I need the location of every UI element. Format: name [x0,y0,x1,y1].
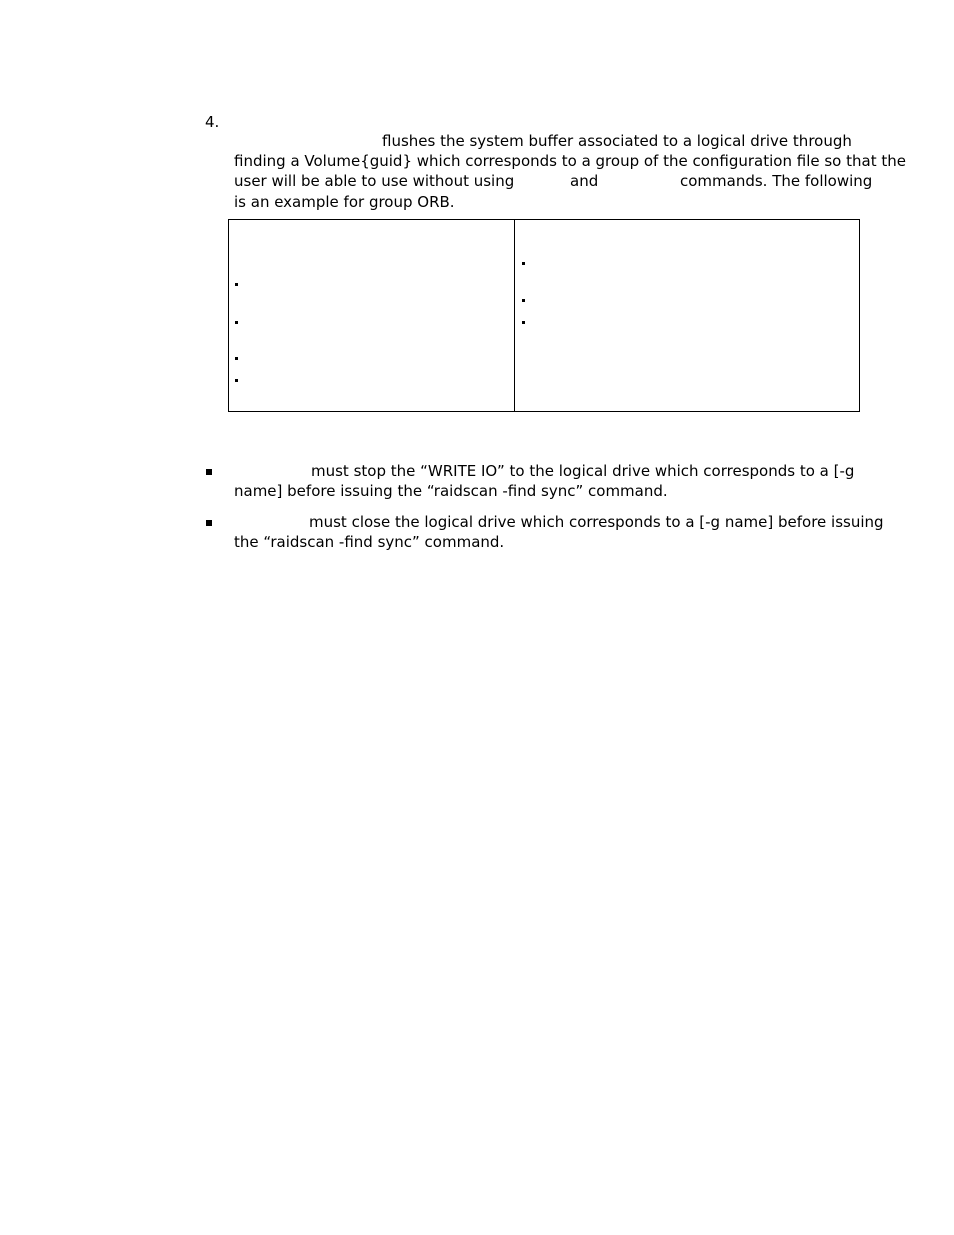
left-cell-bullet [235,357,238,360]
paragraph-line: finding a Volume{guid} which corresponds to a group of the configuration file so that the [234,152,906,170]
note-text-line: must stop the “WRITE IO” to the logical drive which corresponds to a [-g [311,462,855,480]
left-cell-bullet [235,283,238,286]
paragraph-line: user will be able to use without using [234,172,515,190]
paragraph-line: is an example for group ORB. [234,193,455,211]
square-bullet-icon [206,520,212,526]
note-text-line: must close the logical drive which corresponds to a [-g name] before issuing [309,513,884,531]
right-cell-bullet [522,262,525,265]
paragraph-line: commands. The following [680,172,873,190]
paragraph-line: flushes the system buffer associated to a logical drive through [382,132,852,150]
paragraph-line: and [570,172,599,190]
note-text-line: the “raidscan -find sync” command. [234,533,505,551]
example-table [228,219,860,412]
right-cell-bullet [522,299,525,302]
left-cell-bullet [235,321,238,324]
square-bullet-icon [206,469,212,475]
step-number: 4. [205,113,220,131]
right-cell-bullet [522,321,525,324]
left-cell-bullet [235,379,238,382]
table-column-divider [514,220,515,411]
note-text-line: name] before issuing the “raidscan -find sync” command. [234,482,668,500]
